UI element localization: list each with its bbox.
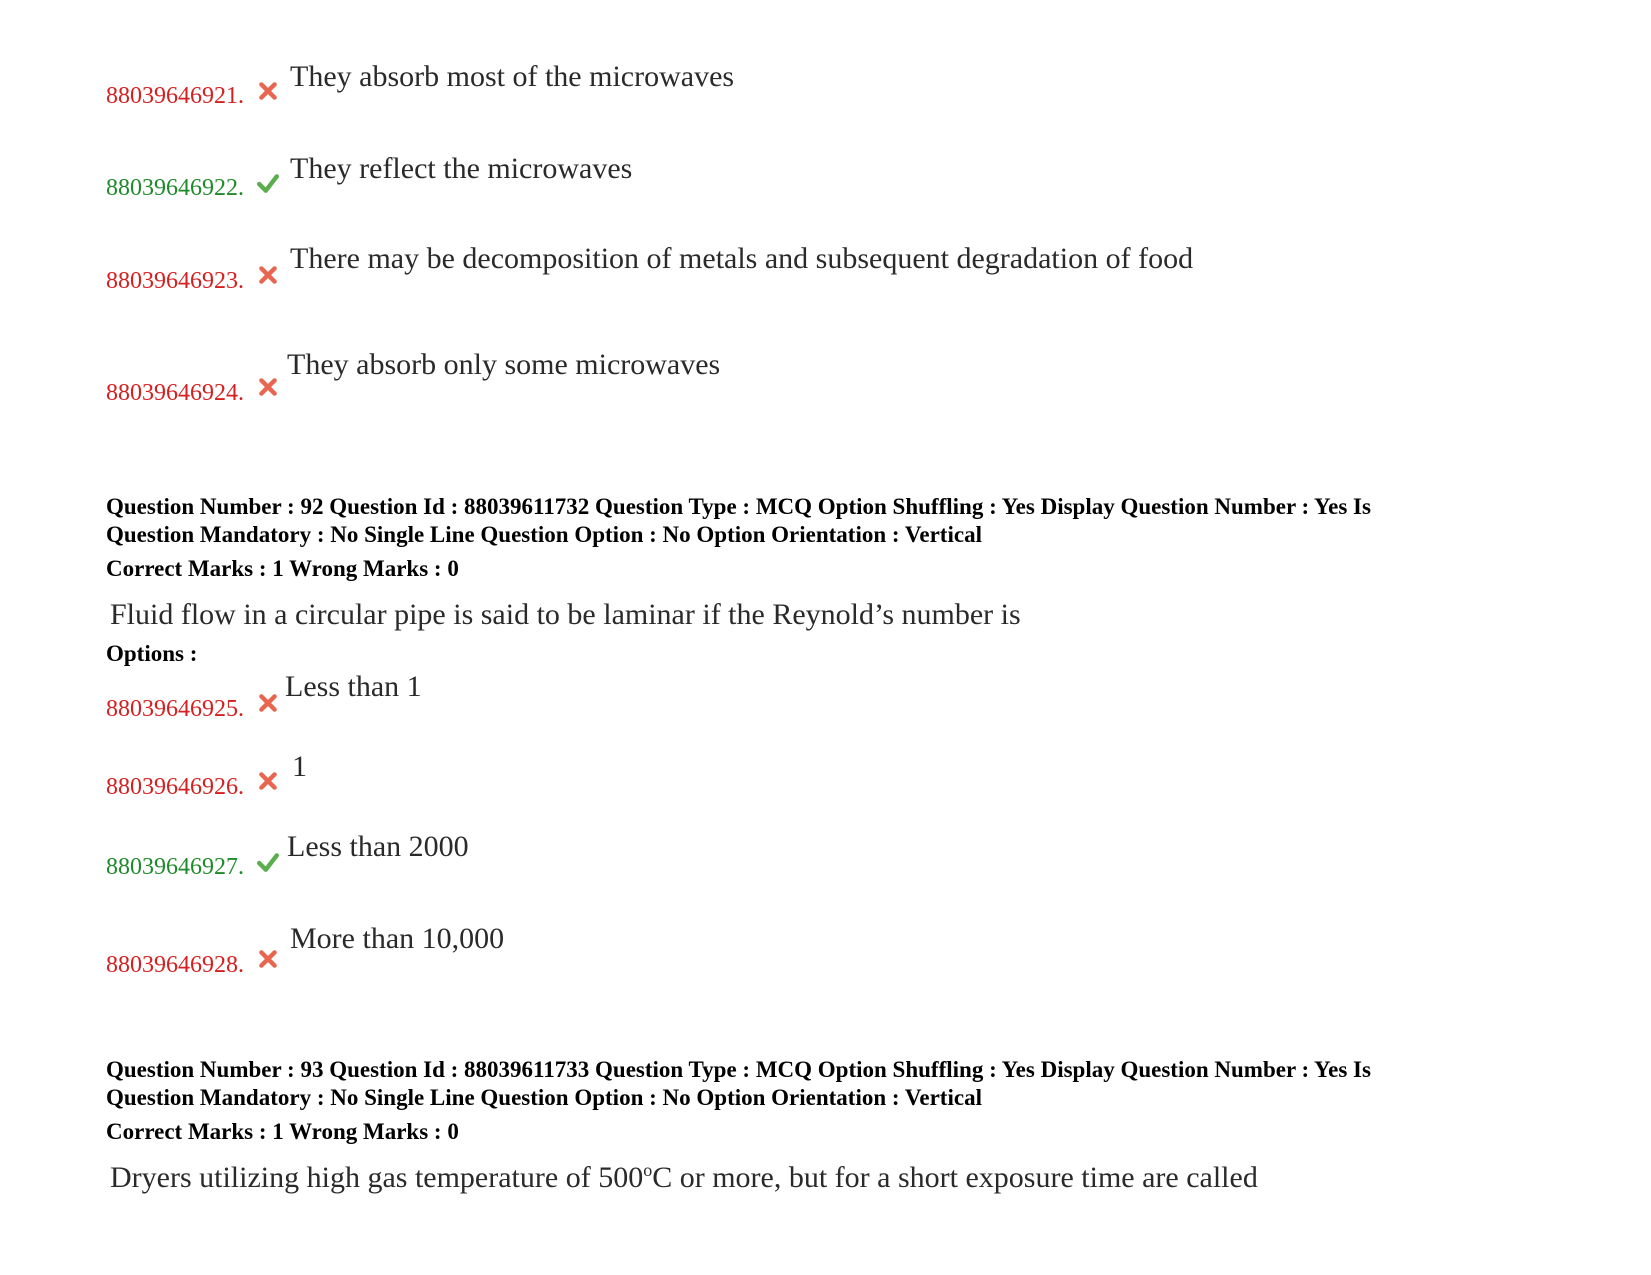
option-text: They absorb most of the microwaves	[290, 60, 735, 93]
option-text: Less than 1	[285, 670, 422, 703]
option-text: They reflect the microwaves	[290, 152, 633, 185]
cross-icon	[257, 692, 279, 714]
question-meta: Question Mandatory : No Single Line Question Option : No Option Orientation : Vertical	[106, 522, 982, 547]
cross-icon	[257, 948, 279, 970]
option-id: 88039646922.	[106, 175, 244, 201]
degree-superscript: o	[643, 1160, 653, 1180]
option-id: 88039646927.	[106, 854, 244, 880]
option-row	[0, 350, 1651, 410]
cross-icon	[257, 770, 279, 792]
check-icon	[257, 851, 279, 873]
option-row	[0, 752, 1651, 812]
cross-icon	[257, 376, 279, 398]
option-row	[0, 60, 1651, 120]
question-marks: Correct Marks : 1 Wrong Marks : 0	[106, 556, 459, 581]
option-id: 88039646926.	[106, 774, 244, 800]
cross-icon	[257, 264, 279, 286]
question-marks: Correct Marks : 1 Wrong Marks : 0	[106, 1119, 459, 1144]
option-text: They absorb only some microwaves	[287, 348, 721, 381]
option-text: There may be decomposition of metals and subsequent degradation of food	[290, 242, 1194, 275]
option-text: Less than 2000	[287, 830, 469, 863]
question-meta: Question Number : 93 Question Id : 88039611733 Question Type : MCQ Option Shuffling : Yes Display Question Number : Yes Is	[106, 1057, 1371, 1082]
options-label: Options :	[106, 641, 198, 666]
option-id: 88039646928.	[106, 952, 244, 978]
option-row	[0, 832, 1651, 892]
check-icon	[257, 172, 279, 194]
stem-text: C or more, but for a short exposure time are called	[652, 1161, 1258, 1194]
option-text: 1	[292, 750, 307, 783]
option-text: More than 10,000	[290, 922, 505, 955]
option-id: 88039646923.	[106, 268, 244, 294]
option-row	[0, 672, 1651, 732]
option-row	[0, 924, 1651, 984]
stem-text: Dryers utilizing high gas temperature of 500	[110, 1161, 644, 1194]
question-stem: Fluid flow in a circular pipe is said to be laminar if the Reynold’s number is	[110, 598, 1021, 631]
option-id: 88039646924.	[106, 380, 244, 406]
option-row	[0, 244, 1651, 304]
option-row	[0, 152, 1651, 212]
question-stem	[110, 1160, 1258, 1195]
question-meta: Question Number : 92 Question Id : 88039611732 Question Type : MCQ Option Shuffling : Yes Display Question Number : Yes Is	[106, 494, 1371, 519]
cross-icon	[257, 80, 279, 102]
option-id: 88039646921.	[106, 83, 244, 109]
option-id: 88039646925.	[106, 696, 244, 722]
question-meta: Question Mandatory : No Single Line Question Option : No Option Orientation : Vertical	[106, 1085, 982, 1110]
